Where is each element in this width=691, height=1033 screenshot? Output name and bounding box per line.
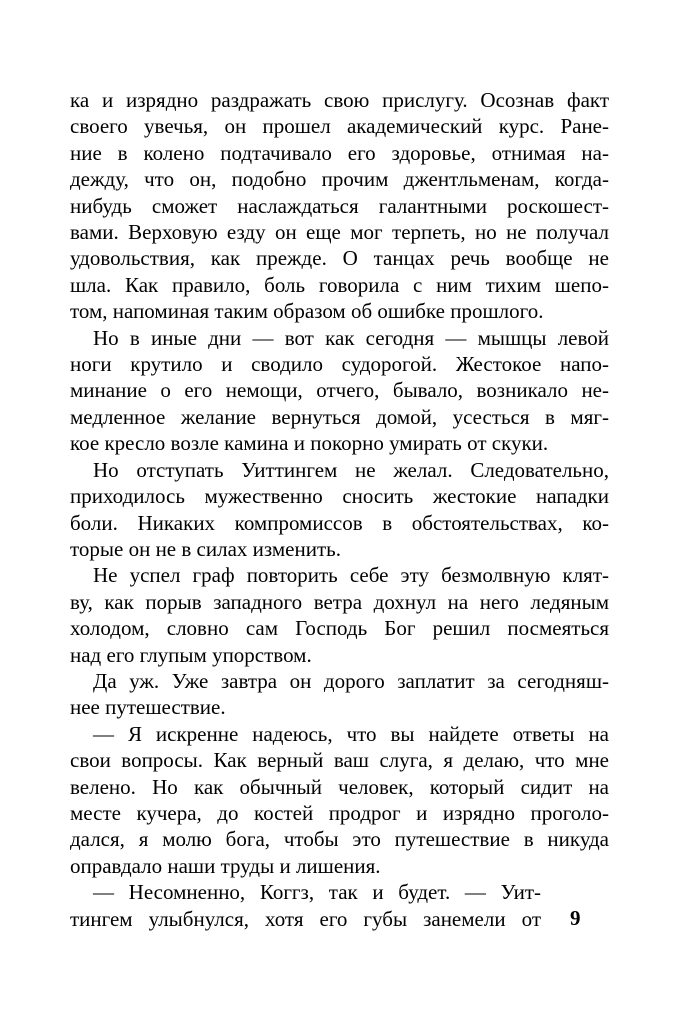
paragraph	[70, 879, 541, 932]
text-line: дался, я молю бога, чтобы это путешествие в никуда	[70, 827, 609, 852]
text-line: нее путешествие.	[70, 695, 226, 720]
text-line: кое кресло возле камина и покорно умирать от скуки.	[70, 431, 549, 456]
text-line: Да уж. Уже завтра он дорого заплатит за сегодняш-	[93, 668, 609, 693]
text-line: своего увечья, он прошел академический курс. Ране-	[70, 114, 609, 139]
text-line: том, напоминая таким образом об ошибке прошлого.	[70, 299, 544, 324]
text-line: удовольствия, как прежде. О танцах речь вообще не	[70, 246, 609, 271]
text-line: медленное желание вернуться домой, усесться в мяг-	[70, 404, 609, 429]
text-line: нибудь сможет наслаждаться галантными роскошест-	[70, 193, 609, 218]
paragraph	[70, 721, 609, 879]
text-line: дежду, что он, подобно прочим джентльменам, когда-	[70, 167, 609, 192]
paragraph	[70, 325, 609, 457]
text-line: Но в иные дни — вот как сегодня — мышцы левой	[93, 325, 609, 350]
text-line: — Несомненно, Коггз, так и будет. — Уит-	[93, 880, 541, 905]
text-line: шла. Как правило, боль говорила с ним тихим шепо-	[70, 272, 609, 297]
text-line: вами. Верховую езду он еще мог терпеть, но не получал	[70, 220, 609, 245]
text-line: ву, как порыв западного ветра дохнул на него ледяным	[70, 589, 609, 614]
text-line: свои вопросы. Как верный ваш слуга, я делаю, что мне	[70, 748, 609, 773]
text-block	[70, 87, 609, 932]
paragraph	[70, 87, 609, 325]
text-line: ноги крутило и сводило судорогой. Жестокое напо-	[70, 352, 609, 377]
paragraph	[70, 457, 609, 563]
paragraph	[70, 668, 609, 721]
text-line: Но отступать Уиттингем не желал. Следовательно,	[93, 457, 609, 482]
text-line: минание о его немощи, отчего, бывало, возникало не-	[70, 378, 609, 403]
text-line: оправдало наши труды и лишения.	[70, 853, 381, 878]
text-line: тингем улыбнулся, хотя его губы занемели от	[70, 906, 541, 931]
text-line: над его глупым упорством.	[70, 642, 312, 667]
text-line: холодом, словно сам Господь Бог решил посмеяться	[70, 616, 609, 641]
text-line: приходилось мужественно сносить жестокие нападки	[70, 484, 609, 509]
text-line: Не успел граф повторить себе эту безмолвную клят-	[93, 563, 609, 588]
text-line: — Я искренне надеюсь, что вы найдете ответы на	[93, 721, 609, 746]
page-number: 9	[570, 906, 581, 930]
text-line: торые он не в силах изменить.	[70, 536, 341, 561]
text-line: ние в колено подтачивало его здоровье, отнимая на-	[70, 140, 609, 165]
text-line: месте кучера, до костей продрог и изрядно проголо-	[70, 800, 609, 825]
text-line: ка и изрядно раздражать свою прислугу. Осознав факт	[70, 88, 609, 112]
paragraph	[70, 562, 609, 668]
text-line: велено. Но как обычный человек, который сидит на	[70, 774, 609, 799]
text-line: боли. Никаких компромиссов в обстоятельствах, ко-	[70, 510, 609, 535]
